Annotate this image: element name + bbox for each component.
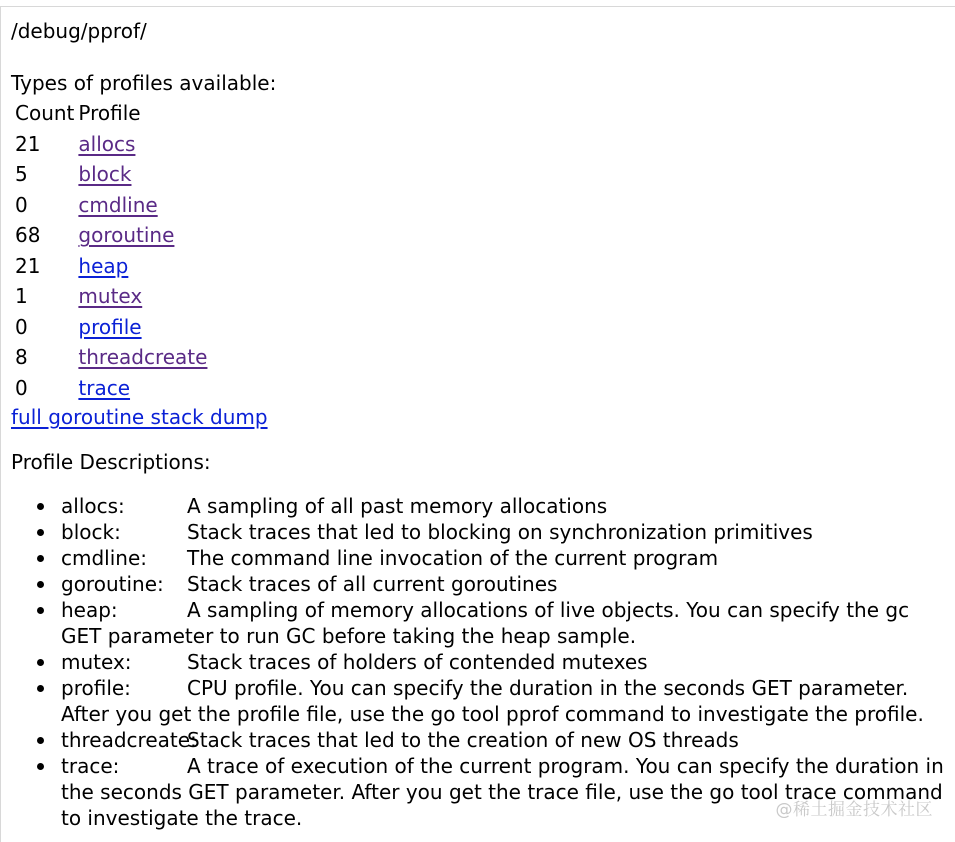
profile-link-profile[interactable]: profile xyxy=(78,314,142,339)
count-header: Count xyxy=(15,101,75,126)
profiles-table xyxy=(13,98,209,403)
full-goroutine-stack-dump-link[interactable]: full goroutine stack dump xyxy=(11,405,268,429)
bullet-icon xyxy=(37,529,44,536)
profile-count: 8 xyxy=(15,345,28,370)
table-row xyxy=(13,373,209,404)
description-name: goroutine: xyxy=(61,572,164,596)
table-row xyxy=(13,159,209,190)
list-item xyxy=(61,597,951,649)
profile-link-heap[interactable]: heap xyxy=(78,253,129,278)
table-row xyxy=(13,342,209,373)
profile-link-threadcreate[interactable]: threadcreate xyxy=(78,345,208,370)
table-row xyxy=(13,312,209,343)
description-text: A sampling of all past memory allocations xyxy=(187,494,608,518)
profile-link-cmdline[interactable]: cmdline xyxy=(78,192,158,217)
bullet-icon xyxy=(37,581,44,588)
description-text: A trace of execution of the current program. You can specify the duration in the seconds GET parameter. After you get the trace file, use the go tool trace command to investigate the trace. xyxy=(61,754,944,830)
description-text: CPU profile. You can specify the duration in the seconds GET parameter. After you get the profile file, use the go tool pprof command to investigate the profile. xyxy=(61,676,924,726)
description-name: profile: xyxy=(61,676,131,700)
profile-header: Profile xyxy=(78,101,141,126)
bullet-icon xyxy=(37,503,44,510)
table-header-row xyxy=(13,98,209,129)
profile-link-mutex[interactable]: mutex xyxy=(78,284,143,309)
bullet-icon xyxy=(37,607,44,614)
profile-cell xyxy=(76,373,209,404)
profile-count: 0 xyxy=(15,192,28,217)
table-row xyxy=(13,129,209,160)
profile-cell xyxy=(76,281,209,312)
window-left-border xyxy=(0,6,1,842)
description-name: mutex: xyxy=(61,650,132,674)
table-row xyxy=(13,190,209,221)
list-item xyxy=(61,571,951,597)
description-text: Stack traces of holders of contended mutexes xyxy=(187,650,648,674)
description-name: allocs: xyxy=(61,494,125,518)
table-row xyxy=(13,281,209,312)
description-text: The command line invocation of the current program xyxy=(187,546,719,570)
list-item xyxy=(61,493,951,519)
table-row xyxy=(13,251,209,282)
page-content xyxy=(11,16,951,831)
list-item xyxy=(61,519,951,545)
profile-link-allocs[interactable]: allocs xyxy=(78,131,136,156)
list-item xyxy=(61,545,951,571)
profile-link-goroutine[interactable]: goroutine xyxy=(78,223,175,248)
profile-cell xyxy=(76,190,209,221)
profile-count: 5 xyxy=(15,162,28,187)
profile-cell xyxy=(76,312,209,343)
window-top-border xyxy=(0,6,955,7)
description-name: trace: xyxy=(61,754,120,778)
description-text: Stack traces of all current goroutines xyxy=(187,572,558,596)
bullet-icon xyxy=(37,555,44,562)
table-row xyxy=(13,220,209,251)
description-name: block: xyxy=(61,520,121,544)
description-name: cmdline: xyxy=(61,546,148,570)
profile-cell xyxy=(76,159,209,190)
profile-count: 0 xyxy=(15,314,28,339)
bullet-icon xyxy=(37,659,44,666)
bullet-icon xyxy=(37,763,44,770)
profile-link-block[interactable]: block xyxy=(78,162,132,187)
types-heading: Types of profiles available: xyxy=(11,71,277,95)
profile-count: 0 xyxy=(15,375,28,400)
watermark: @稀土掘金技术社区 xyxy=(775,800,933,820)
list-item xyxy=(61,675,951,727)
profile-count: 1 xyxy=(15,284,28,309)
profile-rows xyxy=(13,129,209,404)
descriptions-heading: Profile Descriptions: xyxy=(11,450,211,474)
description-name: threadcreate: xyxy=(61,728,197,752)
profile-link-trace[interactable]: trace xyxy=(78,375,131,400)
description-text: A sampling of memory allocations of live objects. You can specify the gc GET parameter to run GC before taking the heap sample. xyxy=(61,598,910,648)
description-text: Stack traces that led to blocking on synchronization primitives xyxy=(187,520,813,544)
bullet-icon xyxy=(37,737,44,744)
profile-cell xyxy=(76,129,209,160)
profile-count: 68 xyxy=(15,223,41,248)
description-text: Stack traces that led to the creation of new OS threads xyxy=(187,728,739,752)
profile-cell xyxy=(76,220,209,251)
description-name: heap: xyxy=(61,598,118,622)
profile-count: 21 xyxy=(15,131,41,156)
profile-cell xyxy=(76,342,209,373)
page-path: /debug/pprof/ xyxy=(11,19,147,43)
profile-count: 21 xyxy=(15,253,41,278)
list-item xyxy=(61,649,951,675)
list-item xyxy=(61,727,951,753)
descriptions-list xyxy=(11,493,951,831)
profile-cell xyxy=(76,251,209,282)
bullet-icon xyxy=(37,685,44,692)
